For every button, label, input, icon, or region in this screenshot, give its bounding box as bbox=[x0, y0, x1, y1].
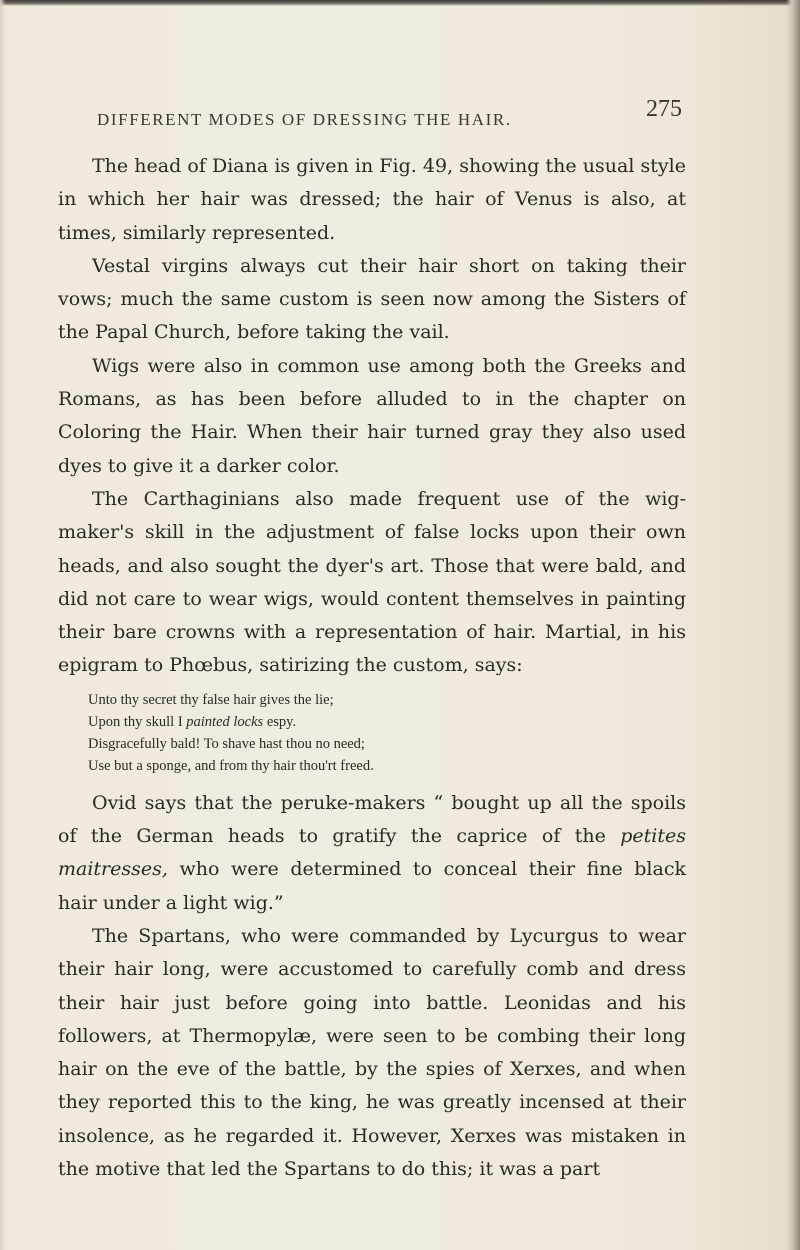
page-left-edge bbox=[0, 0, 6, 1250]
paragraph-emphasis: petites maitresses, bbox=[58, 825, 686, 881]
paragraph-ovid bbox=[58, 787, 686, 920]
page-top-edge bbox=[0, 0, 800, 6]
paragraph-text: Ovid says that the peruke-makers “ bought up all the spoils of the German heads to gratify the caprice of the bbox=[58, 791, 686, 848]
paragraph-diana: The head of Diana is given in Fig. 49, showing the usual style in which her hair was dressed; the hair of Venus is also, at times, similarly represented. bbox=[58, 155, 686, 244]
paragraph-vestal-virgins: Vestal virgins always cut their hair short on taking their vows; much the same custom is seen now among the Sisters of the Papal Church, before taking the vail. bbox=[58, 254, 686, 344]
paragraph-wigs: Wigs were also in common use among both the Greeks and Romans, as has been before alluded to in the chapter on Coloring the Hair. When their hair turned gray they also used dyes to give it a darker color. bbox=[58, 354, 686, 477]
verse-text: espy. bbox=[263, 713, 297, 730]
martial-epigram bbox=[58, 689, 686, 777]
running-title: DIFFERENT MODES OF DRESSING THE HAIR. bbox=[97, 110, 512, 129]
page-number: 275 bbox=[646, 96, 682, 122]
page-right-edge bbox=[786, 0, 800, 1250]
page-header bbox=[97, 96, 682, 144]
verse-line: Unto thy secret thy false hair gives the lie; bbox=[88, 691, 334, 708]
verse-line bbox=[88, 711, 686, 733]
verse-emphasis: painted locks bbox=[186, 713, 264, 730]
paragraph-carthaginians: The Carthaginians also made frequent use of the wig-maker's skill in the adjustment of false locks upon their own heads, and also sought the dyer's art. Those that were bald, and did not care to wear wigs, would content themselves in painting their bare crowns with a representation of hair. Martial, in his epigram to Phœbus, satirizing the custom, says: bbox=[58, 487, 686, 677]
verse-text: Upon thy skull I bbox=[88, 713, 187, 730]
paragraph-spartans: The Spartans, who were commanded by Lycurgus to wear their hair long, were accustomed to carefully comb and dress their hair just before going into battle. Leonidas and his followers, at Thermopylæ, were seen to be combing their long hair on the eve of the battle, by the spies of Xerxes, and when they reported this to the king, he was greatly incensed at their insolence, as he regarded it. However, Xerxes was mistaken in the motive that led the Spartans to do this; it was a part bbox=[58, 924, 686, 1181]
verse-line: Disgracefully bald! To shave hast thou no need; bbox=[88, 735, 365, 752]
paragraph-text: who were determined to conceal their fine black hair under a light wig.” bbox=[58, 858, 686, 914]
verse-line: Use but a sponge, and from thy hair thou'rt freed. bbox=[88, 757, 374, 774]
body-text bbox=[58, 150, 686, 1186]
